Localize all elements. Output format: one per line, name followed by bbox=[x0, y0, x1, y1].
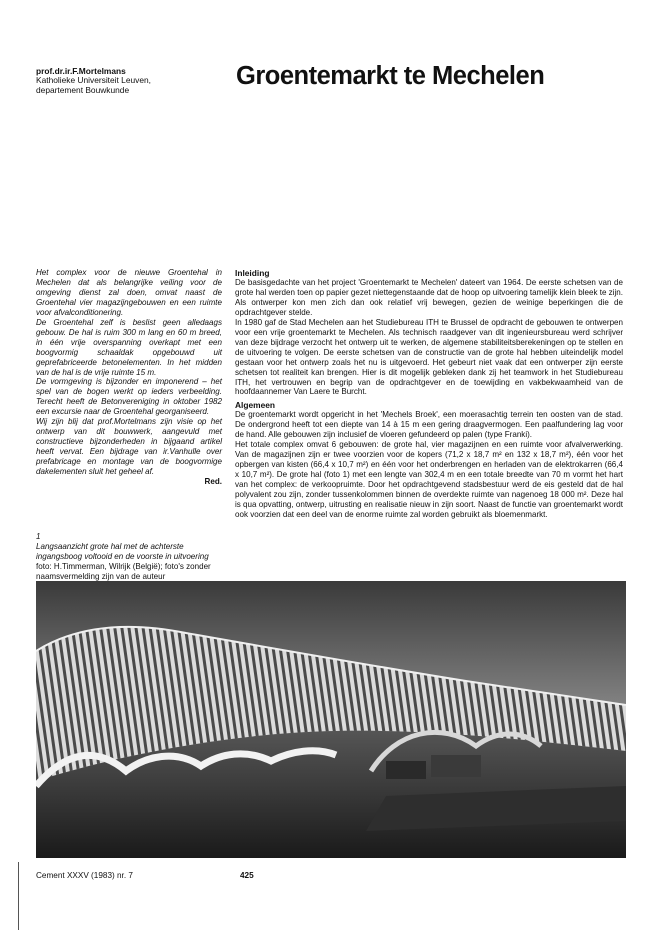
photo-caption bbox=[36, 532, 226, 582]
page-number: 425 bbox=[240, 871, 254, 880]
body-paragraph: In 1980 gaf de Stad Mechelen aan het Studiebureau ITH te Brussel de opdracht de gebouwen te ontwerpen voor een vrije groentemarkt te Mechelen. Als technisch raadgever van dit ingenieursbureau werd schrijver van deze bijdrage verzocht het ontwerp uit te werken, de algemene stabiliteitsberekeningen op te stellen en de uitvoering te volgen. De eerste schetsen van de constructie van de grote hal hebben uiteindelijk model gestaan voor het ontwerp zoals het nu is uitgevoerd. Het gebeurt niet vaak dat een ontwerper zijn eerste schetsen tot realiteit kan brengen. Hier is dit mogelijk gebleken dank zij het teamwork in het Studiebureau ITH, het vertrouwen en begrip van de opdrachtgever en de toewijding en vakbekwaamheid van de hoofdaannemer Van Laere te Burcht. bbox=[235, 317, 623, 397]
intro-paragraph: Het complex voor de nieuwe Groentehal in Mechelen dat als belangrijke veiling voor de omgeving dienst zal doen, omvat naast de Groentehal vier magazijngebouwen en een ruimte voor afvalconditionering. bbox=[36, 268, 222, 317]
intro-paragraph: De Groentehal zelf is beslist geen alledaags gebouw. De hal is ruim 300 m lang en 60 m breed, in één vrije overspanning overkapt met een boogvormig schaaldak opgebouwd uit geprefabriceerde betonelementen. In het midden van de hal is de vrije ruimte 15 m. bbox=[36, 317, 222, 377]
author-name: prof.dr.ir.F.Mortelmans bbox=[36, 66, 126, 76]
body-column bbox=[235, 268, 623, 520]
caption-credit: foto: H.Timmerman, Wilrijk (België); foto's zonder naamsvermelding zijn van de auteur bbox=[36, 561, 211, 581]
body-paragraph: De basisgedachte van het project 'Groentemarkt te Mechelen' dateert van 1964. De eerste schetsen van de grote hal werden toen op papier gezet niettegenstaande dat de hoop op uitvoering tamelijk klein bleek te zijn. Als ontwerper kon men zich dan ook relatief vrij bewegen, gezien de weinige beperkingen die de opdrachtgever stelde. bbox=[235, 278, 623, 317]
editor-signoff: Red. bbox=[204, 477, 222, 487]
intro-paragraph: Wij zijn blij dat prof.Mortelmans zijn visie op het ontwerp van dit bouwwerk, aangevuld met constructieve bijzonderheden in bijgaand artikel heeft vervat. Een bijdrage van ir.Vanhulle over prefabricage en montage van de boogvormige dakelementen sluit het geheel af. bbox=[36, 417, 222, 477]
body-paragraph: De groentemarkt wordt opgericht in het 'Mechels Broek', een moerasachtig terrein ten oosten van de stad. De ondergrond heeft tot een diepte van 14 à 15 m een gering draagvermogen. Een paalfundering lag voor de hand. Alle gebouwen zijn inclusief de vloeren gefundeerd op palen (type Franki). bbox=[235, 410, 623, 440]
footer-journal: Cement XXXV (1983) nr. 7 bbox=[36, 871, 133, 880]
intro-column bbox=[36, 268, 222, 487]
editor-signoff-row bbox=[36, 477, 222, 487]
intro-last-row bbox=[36, 417, 222, 477]
body-paragraph: Het totale complex omvat 6 gebouwen: de grote hal, vier magazijnen en een ruimte voor afvalverwerking. Van de magazijnen zijn er twee voorzien voor de kopers (71,2 x 18,7 m² en 132 x 18,7 m²), één voor het opbergen van kisten (66,4 x 10,7 m²) en één voor het onderbrengen en herladen van de elektrokarren (66,4 x 10,7 m²). De grote hal (foto 1) met een lengte van 302,4 m en een totale breedte van 70 m vormt het hart van het complex: de verkoopruimte. Door het opdrachtgevend stadsbestuur werd de eis gesteld dat de hal polyvalent zou zijn, zonder tussenkolommen binnen de overdekte ruimte van nagenoeg 18 000 m². Deze hal is qua opvatting, ontwerp, uitrusting en realisatie nieuw in zijn soort. Naast de functie van groentemarkt wordt ook voorzien dat een deel van de enorme ruimte zal worden gebruikt als bloemenmarkt. bbox=[235, 440, 623, 519]
intro-paragraph: De vormgeving is bijzonder en imponerend – het spel van de bogen werkt op ieders verbeelding. Terecht heeft de Betonvereniging in oktober 1982 een excursie naar de Groentehal georganiseerd. bbox=[36, 377, 222, 417]
section-heading-algemeen: Algemeen bbox=[235, 400, 276, 411]
margin-rule bbox=[18, 862, 19, 930]
caption-text: Langsaanzicht grote hal met de achterste ingangsboog voltooid en de voorste in uitvoering bbox=[36, 541, 209, 561]
article-title: Groentemarkt te Mechelen bbox=[236, 62, 545, 90]
section-heading-inleiding: Inleiding bbox=[235, 268, 270, 278]
author-department: departement Bouwkunde bbox=[36, 84, 130, 95]
caption-number: 1 bbox=[36, 532, 41, 541]
hall-photo bbox=[36, 581, 626, 858]
author-affiliation: Katholieke Universiteit Leuven, bbox=[36, 75, 151, 86]
author-block bbox=[36, 67, 231, 95]
